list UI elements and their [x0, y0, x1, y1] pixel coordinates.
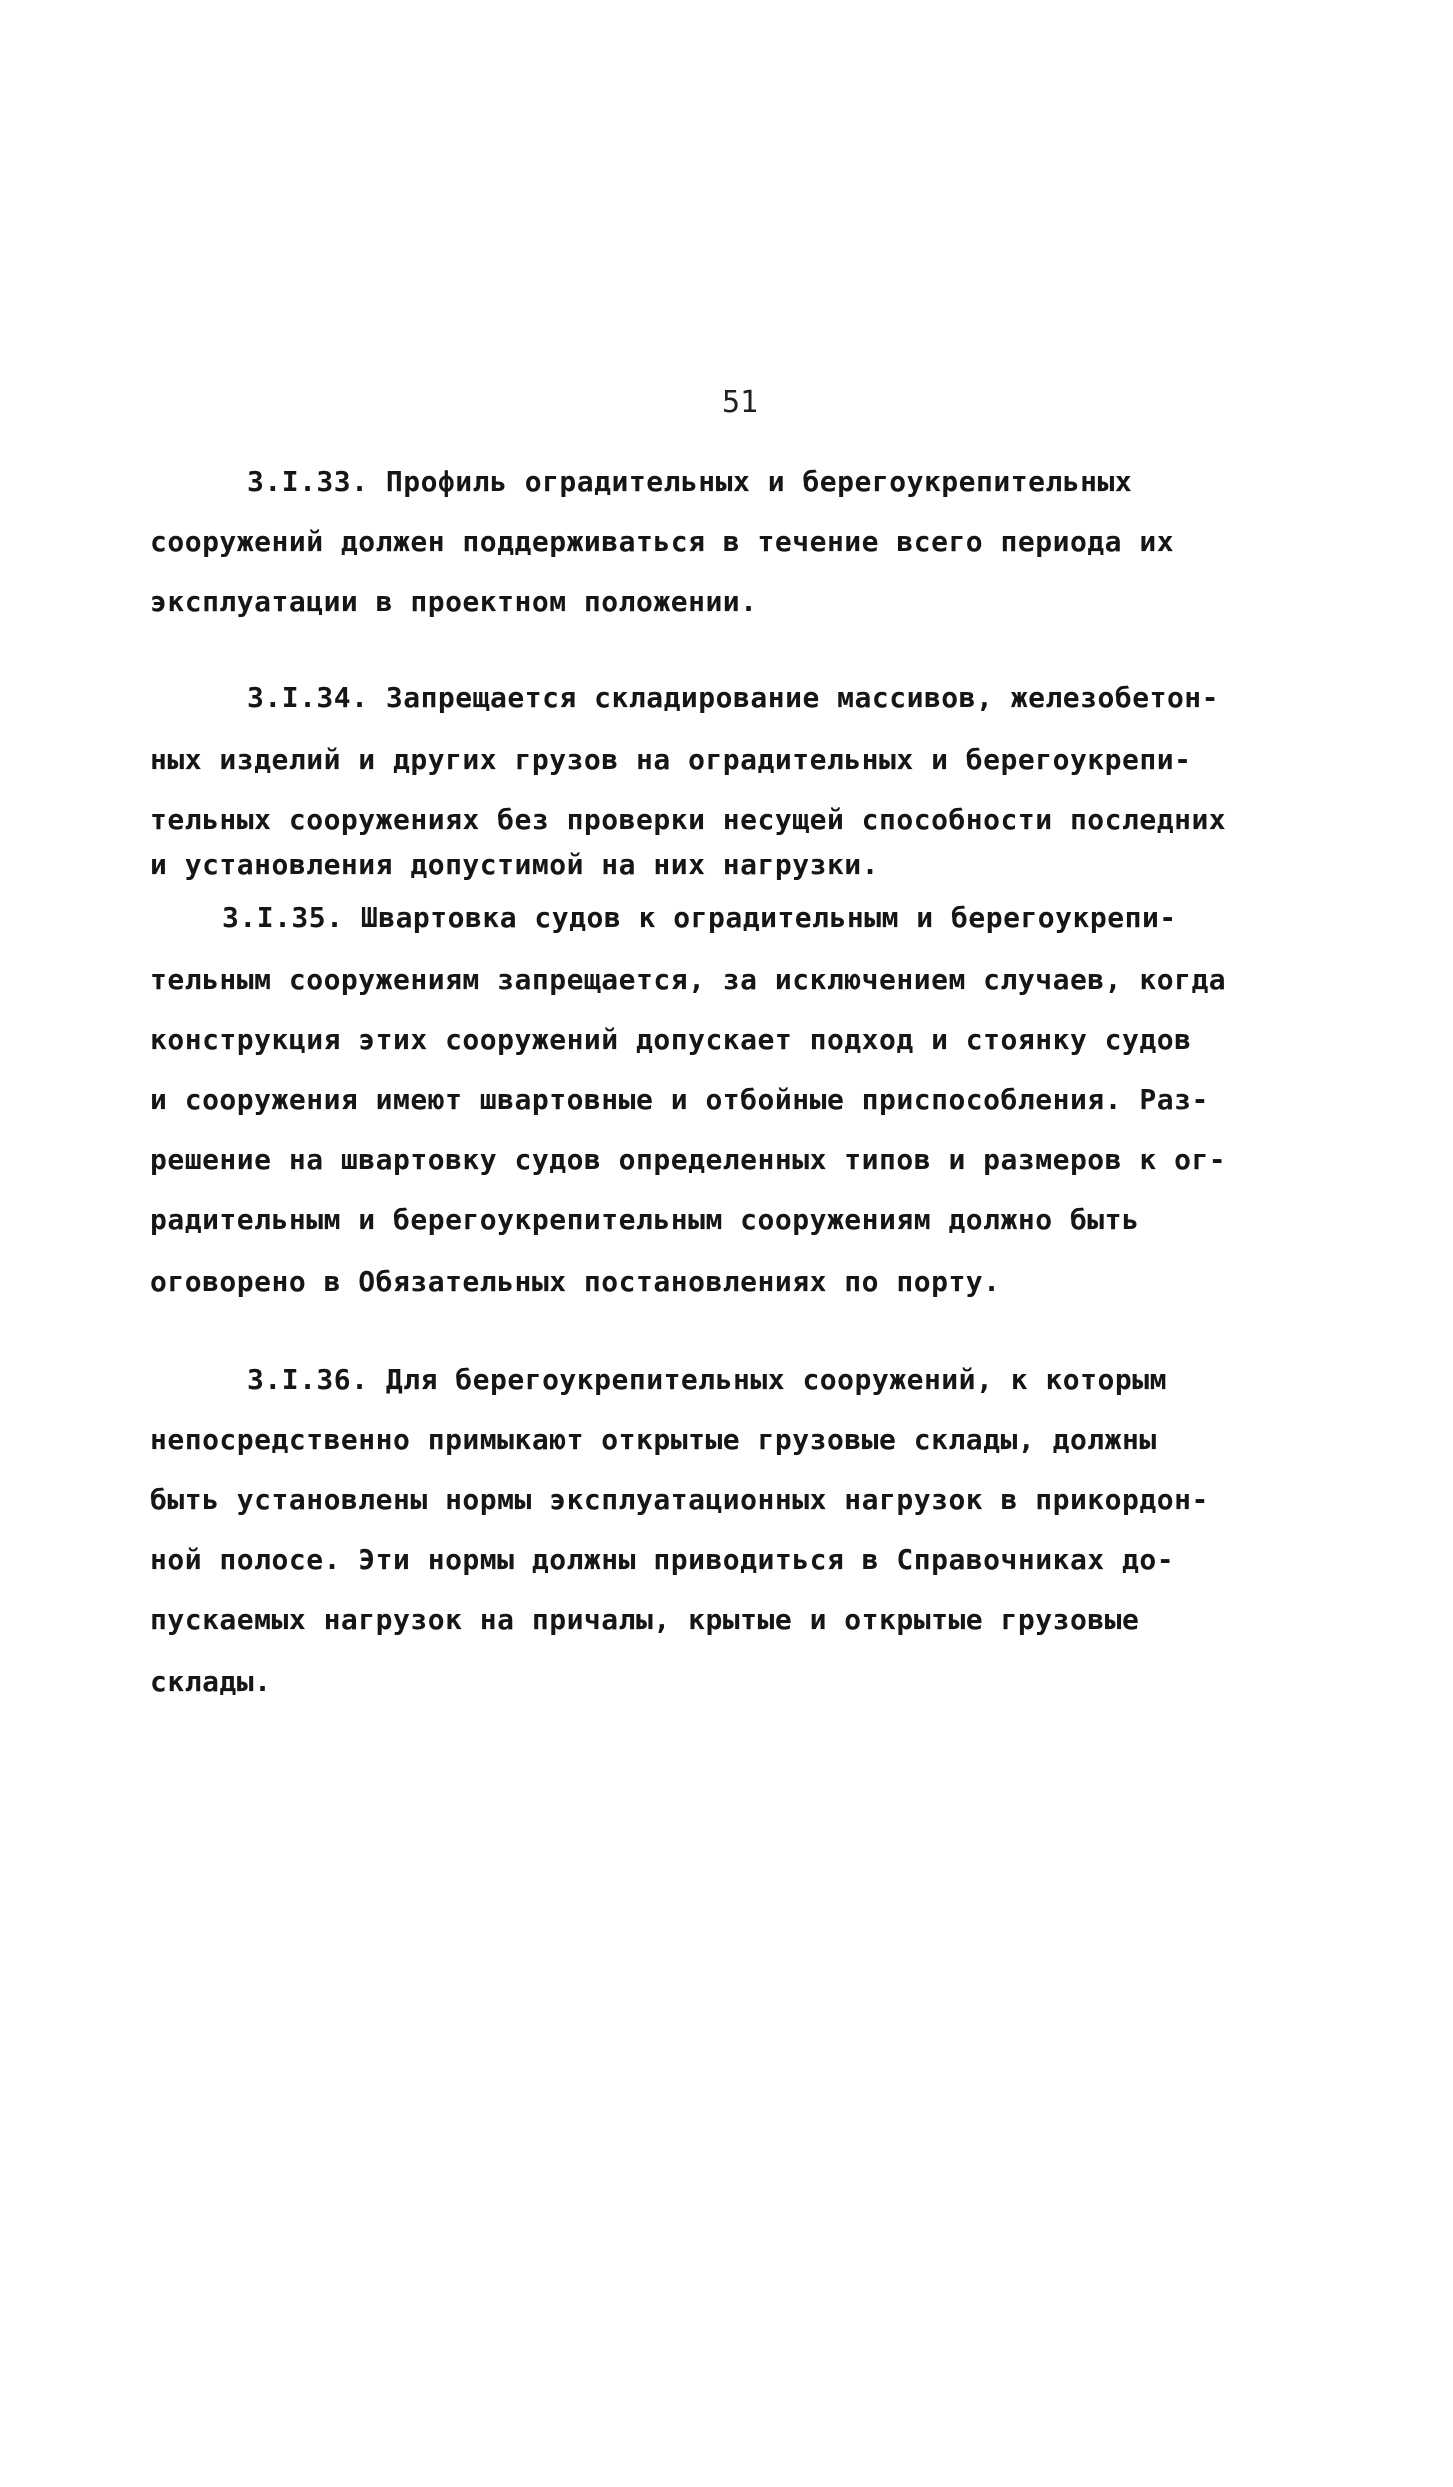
text-line: эксплуатации в проектном положении.: [150, 585, 758, 618]
text-line: решение на швартовку судов определенных типов и размеров к ог-: [150, 1143, 1227, 1176]
text-line: быть установлены нормы эксплуатационных нагрузок в прикордон-: [150, 1483, 1209, 1516]
text-line: конструкция этих сооружений допускает подход и стоянку судов: [150, 1023, 1192, 1056]
text-line: оговорено в Обязательных постановлениях по порту.: [150, 1265, 1001, 1298]
text-line: тельным сооружениям запрещается, за исключением случаев, когда: [150, 963, 1227, 996]
text-line: склады.: [150, 1665, 272, 1698]
text-line: 3.I.34. Запрещается складирование массивов, железобетон-: [247, 681, 1220, 714]
text-line: радительным и берегоукрепительным сооружениям должно быть: [150, 1203, 1140, 1236]
text-line: 3.I.33. Профиль оградительных и берегоукрепительных: [247, 465, 1133, 498]
text-line: и сооружения имеют швартовные и отбойные приспособления. Раз-: [150, 1083, 1209, 1116]
text-line: и установления допустимой на них нагрузки.: [150, 848, 880, 881]
page-number: 51: [722, 385, 759, 420]
text-line: 3.I.35. Швартовка судов к оградительным и берегоукрепи-: [222, 901, 1177, 934]
text-line: сооружений должен поддерживаться в течение всего периода их: [150, 525, 1175, 558]
text-line: ной полосе. Эти нормы должны приводиться в Справочниках до-: [150, 1543, 1175, 1576]
text-line: пускаемых нагрузок на причалы, крытые и открытые грузовые: [150, 1603, 1140, 1636]
text-line: тельных сооружениях без проверки несущей способности последних: [150, 803, 1227, 836]
text-line: ных изделий и других грузов на оградительных и берегоукрепи-: [150, 743, 1192, 776]
text-line: 3.I.36. Для берегоукрепительных сооружений, к которым: [247, 1363, 1167, 1396]
text-line: непосредственно примыкают открытые грузовые склады, должны: [150, 1423, 1157, 1456]
